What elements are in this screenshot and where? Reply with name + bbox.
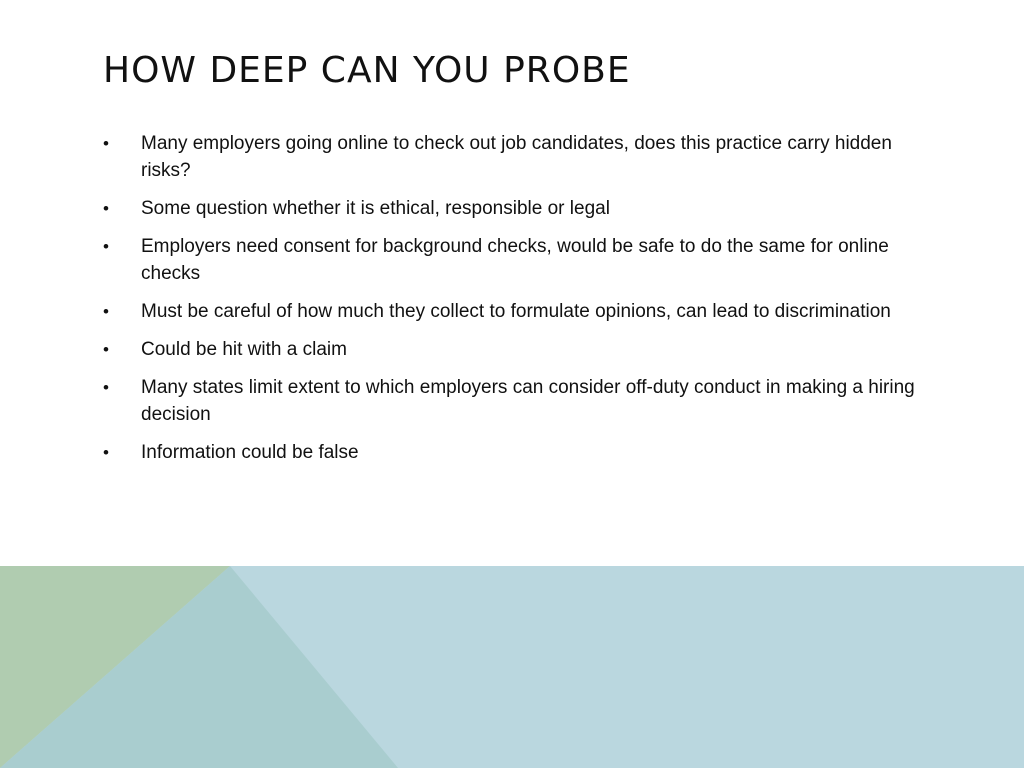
list-item xyxy=(103,298,933,325)
bullet-list xyxy=(103,130,933,477)
list-item xyxy=(103,195,933,222)
list-item xyxy=(103,336,933,363)
bullet-marker: • xyxy=(103,134,109,153)
list-item xyxy=(103,130,933,184)
bullet-marker: • xyxy=(103,443,109,462)
list-item xyxy=(103,233,933,287)
slide-title: HOW DEEP CAN YOU PROBE xyxy=(103,50,631,91)
bullet-marker: • xyxy=(103,340,109,359)
list-item xyxy=(103,439,933,466)
bullet-text: Must be careful of how much they collect to formulate opinions, can lead to discrimination xyxy=(141,301,891,322)
decorative-color-band xyxy=(0,566,1024,768)
bullet-marker: • xyxy=(103,378,109,397)
bullet-text: Information could be false xyxy=(141,442,359,463)
bullet-text: Many employers going online to check out job candidates, does this practice carry hidden risks? xyxy=(141,133,892,181)
list-item xyxy=(103,374,933,428)
bullet-marker: • xyxy=(103,302,109,321)
bullet-marker: • xyxy=(103,237,109,256)
bullet-text: Some question whether it is ethical, responsible or legal xyxy=(141,198,610,219)
bullet-text: Employers need consent for background checks, would be safe to do the same for online checks xyxy=(141,236,889,284)
bullet-marker: • xyxy=(103,199,109,218)
bullet-text: Many states limit extent to which employers can consider off-duty conduct in making a hiring decision xyxy=(141,377,915,425)
bullet-text: Could be hit with a claim xyxy=(141,339,347,360)
